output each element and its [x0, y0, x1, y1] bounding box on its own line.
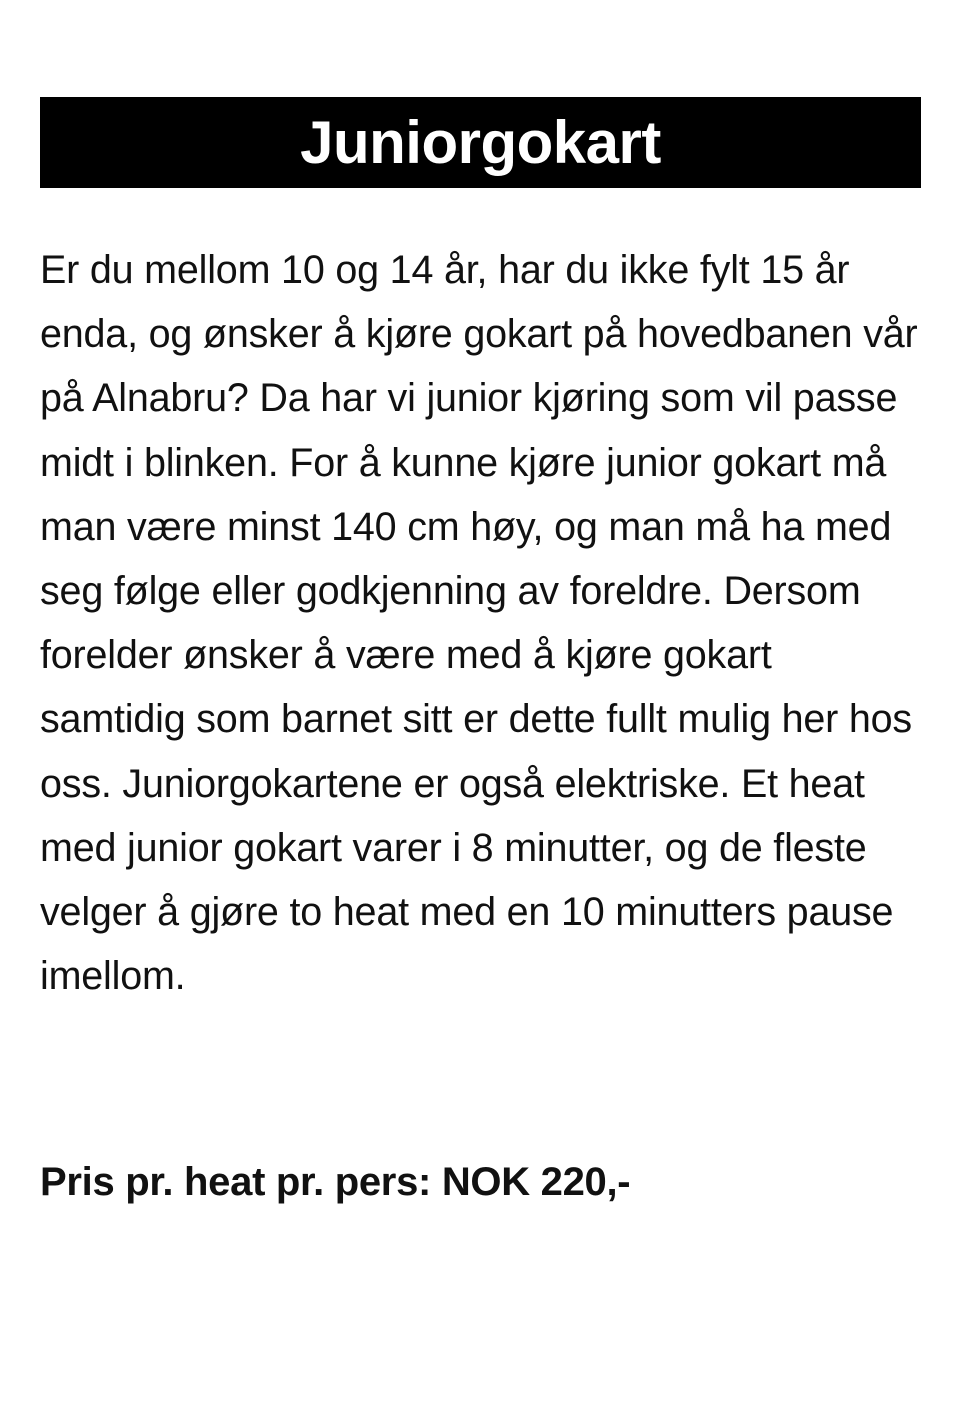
title-banner	[40, 97, 921, 188]
description-paragraph: Er du mellom 10 og 14 år, har du ikke fylt 15 år enda, og ønsker å kjøre gokart på hovedbanen vår på Alnabru? Da har vi junior kjøring som vil passe midt i blinken. For å kunne kjøre junior gokart må man være minst 140 cm høy, og man må ha med seg følge eller godkjenning av foreldre. Dersom forelder ønsker å være med å kjøre gokart samtidig som barnet sitt er dette fullt mulig her hos oss. Juniorgokartene er også elektriske. Et heat med junior gokart varer i 8 minutter, og de fleste velger å gjøre to heat med en 10 minutters pause imellom.	[40, 248, 918, 999]
page-title: Juniorgokart	[300, 108, 661, 176]
price-label: Pris pr. heat pr. pers: NOK 220,-	[40, 1160, 631, 1204]
